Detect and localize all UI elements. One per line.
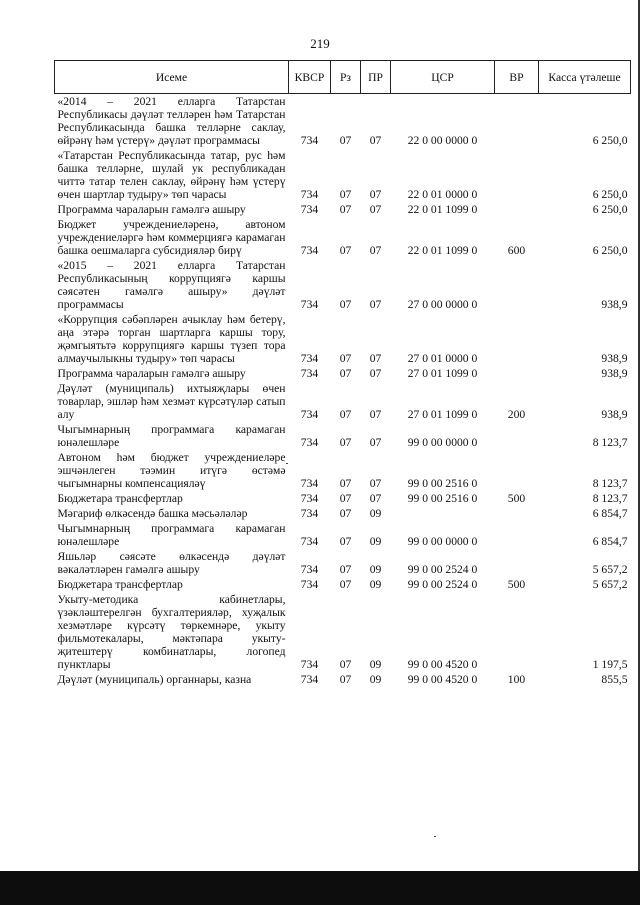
- row-vr: 200: [507, 408, 526, 421]
- row-name: Программа чараларын гамәлгә ашыру: [57, 203, 246, 216]
- header-csr: ЦСР: [391, 61, 495, 94]
- row-kvsr: 734: [300, 563, 319, 576]
- row-csr: 99 0 00 2516 0: [407, 477, 478, 490]
- row-amount: 938,9: [601, 367, 628, 380]
- row-csr: 99 0 00 4520 0: [407, 658, 478, 671]
- row-csr: 27 0 01 1099 0: [407, 367, 478, 380]
- row-kvsr: 734: [300, 134, 319, 147]
- row-pr: 07: [369, 367, 382, 380]
- table-row: [55, 592, 631, 672]
- row-kvsr: 734: [300, 367, 319, 380]
- row-name: Программа чараларын гамәлгә ашыру: [57, 367, 246, 380]
- row-vr: [495, 422, 539, 450]
- row-name: Яшьләр сәясәте өлкәсендә дәүләт вәкаләтләрен гамәлгә ашыру: [57, 550, 286, 576]
- row-rz: 07: [339, 134, 352, 147]
- row-vr: [495, 258, 539, 312]
- table-row: [55, 577, 631, 592]
- table-row: [55, 521, 631, 549]
- row-name: Бюджетара трансфертлар: [57, 578, 183, 591]
- row-kvsr: 734: [300, 188, 319, 201]
- row-name: Дәүләт (муниципаль) органнары, казна: [57, 673, 252, 686]
- row-rz: 07: [339, 477, 352, 490]
- table-row: [55, 217, 631, 258]
- row-rz: 07: [339, 367, 352, 380]
- row-pr: 09: [369, 507, 382, 520]
- row-vr: [495, 94, 539, 149]
- row-kvsr: 734: [300, 203, 319, 216]
- table-row: [55, 549, 631, 577]
- row-csr: 27 0 01 0000 0: [407, 352, 478, 365]
- row-vr: [495, 312, 539, 366]
- row-kvsr: 734: [300, 436, 319, 449]
- row-name: Бюджет учреждениеләренә, автоном учреждениеләргә һәм коммерциягә карамаган башка оешмаларга субсидияләр бирү: [57, 218, 286, 257]
- row-kvsr: 734: [300, 298, 319, 311]
- row-pr: 07: [369, 492, 382, 505]
- row-vr: [495, 450, 539, 491]
- row-csr: 99 0 00 2524 0: [407, 578, 478, 591]
- row-name: Дәүләт (муниципаль) ихтыяҗлары өчен товарлар, эшләр һәм хезмәт күрсәтүләр сатып алу: [57, 382, 286, 421]
- table-row: [55, 312, 631, 366]
- table-row: [55, 202, 631, 217]
- row-name: Чыгымнарның программага карамаган юнәлешләре: [57, 522, 286, 548]
- table-body: [55, 94, 631, 688]
- table-row: [55, 491, 631, 506]
- row-csr: 22 0 01 1099 0: [407, 244, 478, 257]
- header-rz: Рз: [331, 61, 361, 94]
- row-name: Мәгариф өлкәсендә башка мәсьәләләр: [57, 507, 248, 520]
- row-pr: 07: [369, 188, 382, 201]
- row-amount: 6 854,7: [592, 535, 628, 548]
- header-kvsr: КВСР: [289, 61, 331, 94]
- row-amount: 855,5: [601, 673, 628, 686]
- row-rz: 07: [339, 507, 352, 520]
- scan-bottom-edge: [0, 871, 640, 905]
- row-kvsr: 734: [300, 507, 319, 520]
- row-vr: 500: [507, 492, 526, 505]
- row-csr: 99 0 00 2516 0: [407, 492, 478, 505]
- scan-speck: [286, 463, 288, 464]
- row-amount: 938,9: [601, 408, 628, 421]
- row-amount: 1 197,5: [592, 658, 628, 671]
- row-pr: 07: [369, 203, 382, 216]
- table-row: [55, 672, 631, 687]
- row-kvsr: 734: [300, 673, 319, 686]
- header-kassa: Касса үтәлеше: [539, 61, 631, 94]
- row-csr: 27 0 00 0000 0: [407, 298, 478, 311]
- row-name: Укыту-методика кабинетлары, үзәкләштерелгән бухгалтерияләр, хуҗалык хезмәтләре күрсәтү төркемнәре, укыту фильмотекалары, мәктәпара укыту-җитештерү комбинатлары, логопед пунктлары: [57, 593, 286, 671]
- row-pr: 07: [369, 477, 382, 490]
- row-amount: 6 250,0: [592, 244, 628, 257]
- row-kvsr: 734: [300, 408, 319, 421]
- row-rz: 07: [339, 408, 352, 421]
- row-pr: 09: [369, 578, 382, 591]
- row-vr: [495, 521, 539, 549]
- row-pr: 09: [369, 658, 382, 671]
- row-rz: 07: [339, 244, 352, 257]
- table-row: [55, 366, 631, 381]
- header-vr: ВР: [495, 61, 539, 94]
- row-rz: 07: [339, 673, 352, 686]
- header-pr: ПР: [361, 61, 391, 94]
- table-header-row: [55, 61, 631, 94]
- page-number: 219: [310, 36, 330, 51]
- row-amount: 8 123,7: [592, 477, 628, 490]
- row-csr: 99 0 00 0000 0: [407, 535, 478, 548]
- row-pr: 07: [369, 244, 382, 257]
- table-row: [55, 450, 631, 491]
- row-vr: [495, 202, 539, 217]
- row-rz: 07: [339, 492, 352, 505]
- row-kvsr: 734: [300, 492, 319, 505]
- row-kvsr: 734: [300, 658, 319, 671]
- row-pr: 07: [369, 436, 382, 449]
- row-rz: 07: [339, 298, 352, 311]
- row-csr: 99 0 00 4520 0: [407, 673, 478, 686]
- row-amount: 6 854,7: [592, 507, 628, 520]
- row-vr: [495, 506, 539, 521]
- row-csr: 99 0 00 2524 0: [407, 563, 478, 576]
- budget-table: [54, 60, 631, 687]
- row-name: Бюджетара трансфертлар: [57, 492, 183, 505]
- row-name: «Татарстан Республикасында татар, рус һәм башка телләрне, шулай ук республикадан читтә татар телен саклау, өйрәнү һәм үстерү өчен шартлар тудыру» төп чарасы: [57, 149, 286, 201]
- row-vr: [495, 549, 539, 577]
- row-pr: 07: [369, 134, 382, 147]
- row-name: Чыгымнарның программага карамаган юнәлешләре: [57, 423, 286, 449]
- row-csr: 22 0 01 1099 0: [407, 203, 478, 216]
- row-amount: 6 250,0: [592, 203, 628, 216]
- row-name: Автоном һәм бюджет учреждениеләре эшчәнлеген тәэмин итүгә өстәмә чыгымнарны компенсацияләү: [57, 451, 286, 490]
- row-csr: 22 0 00 0000 0: [407, 134, 478, 147]
- row-pr: 09: [369, 563, 382, 576]
- row-name: «Коррупция сәбәпләрен ачыклау һәм бетерү, аңа этәрә торган шартларга каршы тору, җәмгыятьтә коррупциягә каршы түзеп тора алмаучылыкны тудыру» төп чарасы: [57, 313, 286, 365]
- row-kvsr: 734: [300, 477, 319, 490]
- row-csr: [391, 506, 495, 521]
- row-rz: 07: [339, 578, 352, 591]
- row-vr: [495, 366, 539, 381]
- row-amount: 938,9: [601, 298, 628, 311]
- row-rz: 07: [339, 535, 352, 548]
- table-row: [55, 506, 631, 521]
- table-row: [55, 94, 631, 149]
- row-kvsr: 734: [300, 244, 319, 257]
- row-vr: 600: [507, 244, 526, 257]
- row-amount: 938,9: [601, 352, 628, 365]
- row-vr: [495, 148, 539, 202]
- row-amount: 8 123,7: [592, 492, 628, 505]
- row-name: «2015 – 2021 елларга Татарстан Республикасының коррупциягә каршы сәясәтен гамәлгә ашыру» дәүләт программасы: [57, 259, 286, 311]
- scan-speck: [434, 836, 436, 837]
- row-kvsr: 734: [300, 352, 319, 365]
- row-rz: 07: [339, 658, 352, 671]
- row-amount: 6 250,0: [592, 188, 628, 201]
- table-row: [55, 381, 631, 422]
- row-amount: 8 123,7: [592, 436, 628, 449]
- row-rz: 07: [339, 188, 352, 201]
- header-name: Исеме: [55, 61, 289, 94]
- row-vr: 500: [507, 578, 526, 591]
- row-vr: [495, 592, 539, 672]
- row-amount: 5 657,2: [592, 578, 628, 591]
- row-rz: 07: [339, 203, 352, 216]
- row-csr: 99 0 00 0000 0: [407, 436, 478, 449]
- row-rz: 07: [339, 436, 352, 449]
- row-rz: 07: [339, 563, 352, 576]
- row-amount: 6 250,0: [592, 134, 628, 147]
- row-pr: 09: [369, 673, 382, 686]
- row-pr: 07: [369, 408, 382, 421]
- table-row: [55, 148, 631, 202]
- row-name: «2014 – 2021 елларга Татарстан Республикасы дәүләт телләрен һәм Татарстан Республикасында башка телләрне саклау, өйрәнү һәм үстерү» дәүләт программасы: [57, 95, 286, 147]
- row-rz: 07: [339, 352, 352, 365]
- row-vr: 100: [507, 673, 526, 686]
- row-pr: 07: [369, 352, 382, 365]
- row-amount: 5 657,2: [592, 563, 628, 576]
- row-kvsr: 734: [300, 535, 319, 548]
- row-pr: 07: [369, 298, 382, 311]
- row-csr: 27 0 01 1099 0: [407, 408, 478, 421]
- row-csr: 22 0 01 0000 0: [407, 188, 478, 201]
- table-row: [55, 422, 631, 450]
- table-row: [55, 258, 631, 312]
- row-pr: 09: [369, 535, 382, 548]
- row-kvsr: 734: [300, 578, 319, 591]
